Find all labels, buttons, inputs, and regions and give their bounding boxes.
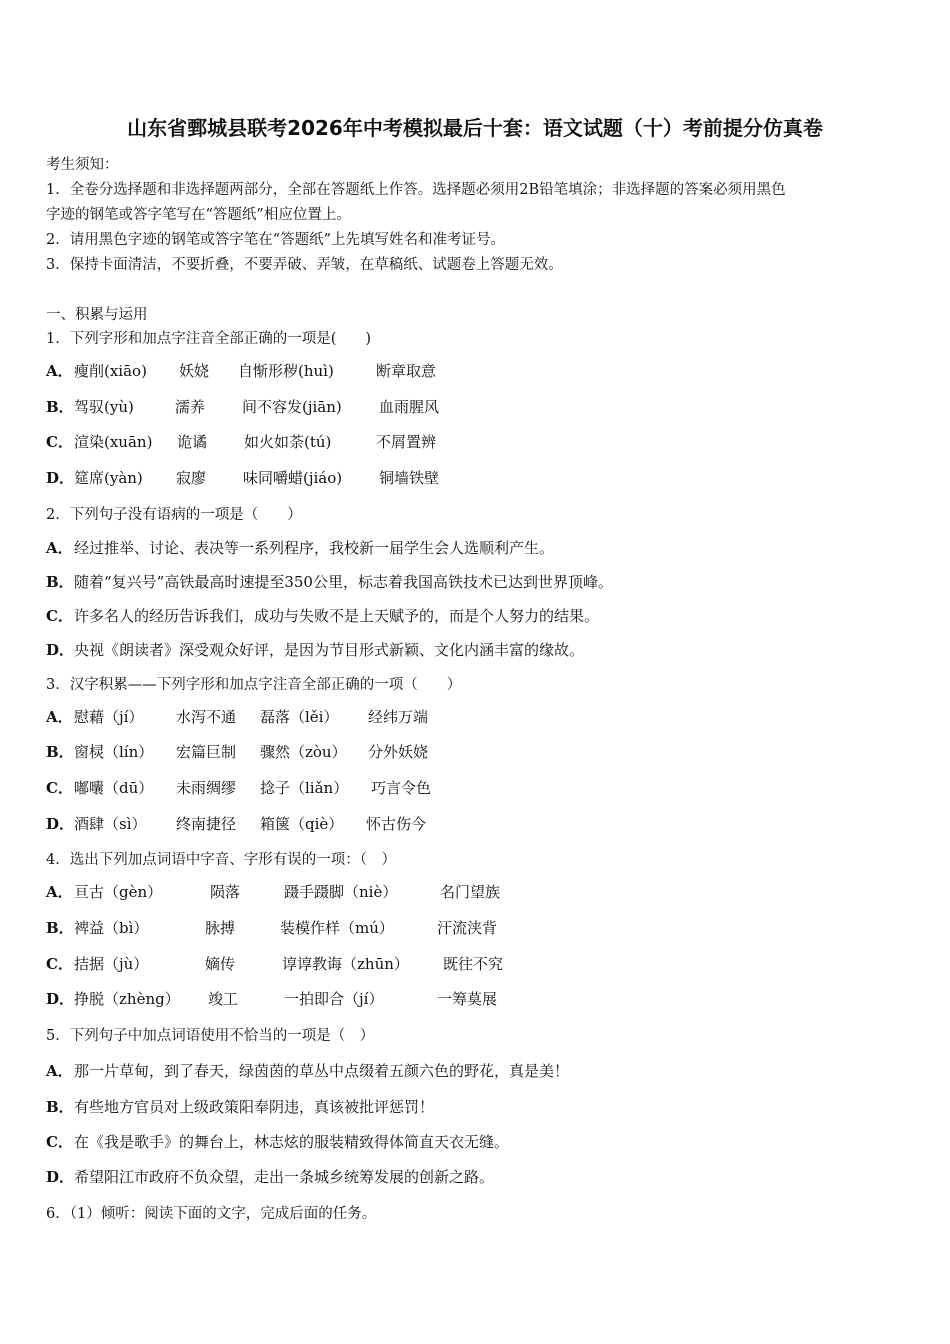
option-item: 脉搏 (205, 919, 236, 937)
option-item: 经纬万端 (368, 708, 429, 726)
option-item: 未雨绸缪 (176, 779, 237, 797)
option-label: B． (46, 919, 74, 937)
option-label: C． (46, 1133, 73, 1151)
question-stem: 5．下列句子中加点词语使用不恰当的一项是（ ） (46, 1028, 375, 1044)
page-title: 山东省鄄城县联考2026年中考模拟最后十套：语文试题（十）考前提分仿真卷 (127, 116, 823, 140)
option-row (46, 706, 429, 727)
option-item: 断章取意 (376, 362, 437, 380)
option-item: 嫡传 (205, 955, 236, 973)
option-item: 亘古（gèn） (74, 883, 163, 901)
option-item: 陨落 (210, 883, 241, 901)
option-item: 驾驭(yù) (74, 398, 134, 416)
option-label: D． (46, 990, 75, 1008)
option-label: D． (46, 815, 75, 833)
option-label: C． (46, 607, 73, 625)
option-item: 一筹莫展 (437, 990, 498, 1008)
option-text: 央视《朗读者》深受观众好评，是因为节目形式新颖、文化内涵丰富的缘故。 (74, 641, 585, 659)
option-row (46, 605, 599, 626)
option-row (46, 396, 440, 417)
option-row (46, 1096, 434, 1117)
option-item: 一拍即合（jí） (284, 990, 384, 1008)
question-stem: 3．汉字积累——下列字形和加点字注音全部正确的一项（ ） (46, 677, 462, 693)
option-item: 寂廖 (176, 469, 207, 487)
question-stem: 4．选出下列加点词语中字音、字形有误的一项：（ ） (46, 852, 396, 868)
option-item: 竣工 (208, 990, 239, 1008)
option-item: 铜墙铁壁 (379, 469, 440, 487)
option-row (46, 988, 498, 1009)
option-row (46, 1060, 569, 1081)
option-label: B． (46, 1098, 74, 1116)
notice-line: 2．请用黑色字迹的钢笔或答字笔在“答题纸”上先填写姓名和准考证号。 (46, 232, 506, 248)
option-item: 如火如荼(tú) (244, 433, 332, 451)
option-row (46, 777, 432, 798)
option-item: 自惭形秽(huì) (238, 362, 334, 380)
option-item: 骤然（zòu） (260, 743, 347, 761)
option-row (46, 1131, 509, 1152)
option-row (46, 431, 437, 452)
option-label: B． (46, 743, 74, 761)
option-item: 捻子（liǎn） (260, 779, 349, 797)
option-item: 汗流浃背 (437, 919, 498, 937)
option-item: 间不容发(jiān) (242, 398, 342, 416)
option-label: B． (46, 573, 74, 591)
option-item: 蹑手蹑脚（niè） (284, 883, 398, 901)
option-item: 箱箧（qiè） (260, 815, 344, 833)
option-row (46, 813, 427, 834)
question-stem: 1．下列字形和加点字注音全部正确的一项是( ) (46, 331, 372, 347)
option-row (46, 953, 504, 974)
option-item: 水泻不通 (176, 708, 237, 726)
option-item: 血雨腥风 (379, 398, 440, 416)
option-item: 裨益（bì） (74, 919, 149, 937)
question-stem: 2．下列句子没有语病的一项是（ ） (46, 507, 302, 523)
option-item: 不屑置辨 (376, 433, 437, 451)
option-text: 有些地方官员对上级政策阳奉阴违，真该被批评惩罚！ (74, 1098, 435, 1116)
option-item: 既往不究 (443, 955, 504, 973)
option-label: B． (46, 398, 74, 416)
option-item: 味同嚼蜡(jiáo) (243, 469, 343, 487)
option-item: 装模作样（mú） (280, 919, 394, 937)
option-label: A． (46, 539, 73, 557)
option-item: 窗棂（lín） (74, 743, 154, 761)
notice-line: 3．保持卡面清洁，不要折叠，不要弄破、弄皱，在草稿纸、试题卷上答题无效。 (46, 257, 563, 273)
option-item: 终南捷径 (176, 815, 237, 833)
option-label: D． (46, 641, 75, 659)
option-row (46, 881, 501, 902)
notice-line: 1．全卷分选择题和非选择题两部分，全部在答题纸上作答。选择题必须用2B铅笔填涂；非选择题的答案必须用黑色 (46, 182, 786, 198)
option-label: D． (46, 1168, 75, 1186)
option-item: 磊落（lěi） (260, 708, 339, 726)
option-label: A． (46, 708, 73, 726)
option-item: 名门望族 (440, 883, 501, 901)
option-label: A． (46, 1062, 73, 1080)
option-item: 挣脱（zhèng） (74, 990, 180, 1008)
option-row (46, 1166, 494, 1187)
option-text: 希望阳江市政府不负众望，走出一条城乡统筹发展的创新之路。 (74, 1168, 495, 1186)
option-label: C． (46, 433, 73, 451)
option-text: 许多名人的经历告诉我们，成功与失败不是上天赋予的，而是个人努力的结果。 (74, 607, 600, 625)
option-item: 分外妖娆 (368, 743, 429, 761)
option-label: A． (46, 883, 73, 901)
option-text: 在《我是歌手》的舞台上，林志炫的服装精致得体简直天衣无缝。 (74, 1133, 510, 1151)
option-row (46, 360, 437, 381)
option-row (46, 467, 440, 488)
option-item: 酒肆（sì） (74, 815, 147, 833)
option-item: 巧言令色 (371, 779, 432, 797)
option-item: 怀古伤今 (366, 815, 427, 833)
option-item: 诡谲 (177, 433, 208, 451)
option-row (46, 639, 584, 660)
option-row (46, 741, 429, 762)
notice-line: 字迹的钢笔或答字笔写在“答题纸”相应位置上。 (46, 207, 351, 223)
option-text: 经过推举、讨论、表决等一系列程序，我校新一届学生会人选顺利产生。 (74, 539, 555, 557)
option-row (46, 917, 498, 938)
option-item: 渲染(xuān) (74, 433, 153, 451)
question-stem: 6．（1）倾听：阅读下面的文字，完成后面的任务。 (46, 1206, 377, 1222)
option-label: C． (46, 955, 73, 973)
option-label: D． (46, 469, 75, 487)
option-item: 谆谆教诲（zhūn） (282, 955, 409, 973)
option-row (46, 571, 613, 592)
notice-heading: 考生须知： (46, 157, 119, 173)
option-row (46, 537, 554, 558)
option-item: 瘦削(xiāo) (74, 362, 147, 380)
option-text: 那一片草甸，到了春天，绿茵茵的草丛中点缀着五颜六色的野花，真是美！ (74, 1062, 570, 1080)
option-item: 筵席(yàn) (74, 469, 143, 487)
option-item: 慰藉（jí） (74, 708, 144, 726)
option-item: 拮据（jù） (74, 955, 149, 973)
section-heading: 一、积累与运用 (46, 307, 148, 323)
option-item: 濡养 (175, 398, 206, 416)
option-label: A． (46, 362, 73, 380)
option-item: 嘟囔（dū） (74, 779, 154, 797)
option-text: 随着“复兴号”高铁最高时速提至350公里，标志着我国高铁技术已达到世界顶峰。 (74, 573, 613, 591)
option-item: 宏篇巨制 (176, 743, 237, 761)
option-label: C． (46, 779, 73, 797)
option-item: 妖娆 (179, 362, 210, 380)
